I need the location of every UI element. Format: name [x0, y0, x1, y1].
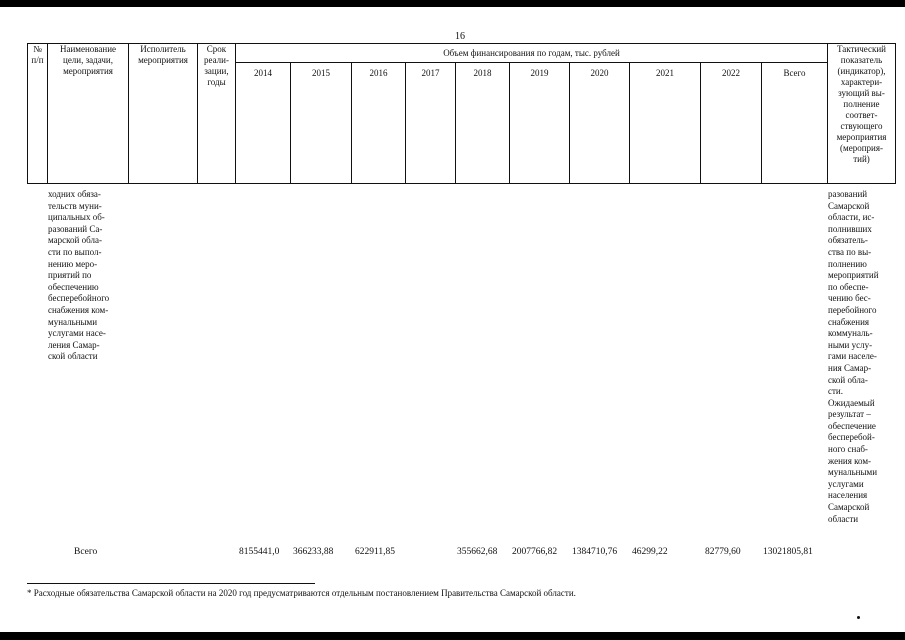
indicator-description-line: полнению	[828, 258, 867, 269]
measure-description	[48, 189, 128, 363]
indicator-description-line: ными услу-	[828, 339, 873, 350]
header-year-2014: 2014	[235, 62, 291, 184]
header-year-2021: 2021	[629, 62, 701, 184]
header-num	[27, 43, 48, 184]
indicator-description-line: населения	[828, 490, 868, 501]
total-2014: 8155441,0	[239, 547, 280, 557]
indicator-description-line: перебойного	[828, 304, 877, 315]
total-label: Всего	[74, 547, 98, 557]
header-indicator	[827, 43, 896, 184]
measure-description-line: снабжения ком-	[48, 304, 109, 315]
header-term-line: зации,	[204, 66, 229, 76]
measure-description-line: приятий по	[48, 270, 92, 281]
indicator-description-line: области	[828, 513, 859, 524]
measure-description-line: марской обла-	[48, 235, 102, 246]
indicator-description-line: ской обла-	[828, 374, 868, 385]
indicator-description-line: мунальными	[828, 467, 878, 478]
indicator-description-line: Самарской	[828, 200, 870, 211]
measure-description-line: ления Самар-	[48, 339, 100, 350]
header-num-line: №	[33, 44, 42, 54]
indicator-description-line: жения ком-	[828, 455, 872, 466]
total-2022: 82779,60	[705, 547, 741, 557]
measure-description-line: ципальных об-	[48, 212, 105, 223]
header-indicator-line: (индикатор),	[837, 66, 886, 76]
indicator-description-line: обязатель-	[828, 235, 868, 246]
total-row	[0, 547, 905, 559]
header-term-line: годы	[207, 77, 226, 87]
total-all: 13021805,81	[763, 547, 813, 557]
indicator-description-line: бесперебой-	[828, 432, 875, 443]
header-executor-line: Исполитель	[140, 44, 186, 54]
indicator-description-line: ного снаб-	[828, 444, 868, 455]
indicator-description-line: обеспечение	[828, 420, 876, 431]
indicator-description-line: разований	[828, 189, 868, 199]
header-year-2020: 2020	[569, 62, 630, 184]
measure-description-line: тельств муни-	[48, 200, 102, 211]
header-name-line: мероприятия	[63, 66, 113, 76]
header-term-line: реали-	[204, 55, 229, 65]
header-year-2015: 2015	[290, 62, 352, 184]
bottom-border	[0, 632, 905, 640]
header-indicator-line: мероприятия	[836, 132, 887, 142]
header-term	[197, 43, 236, 184]
total-2015: 366233,88	[293, 547, 334, 557]
header-year-2019: 2019	[509, 62, 570, 184]
measure-description-line: мунальными	[48, 316, 98, 327]
page-number: 16	[455, 31, 465, 42]
header-indicator-line: соответ-	[845, 110, 878, 120]
indicator-description	[828, 189, 894, 525]
measure-description-line: ходних обяза-	[48, 189, 101, 199]
total-2016: 622911,85	[355, 547, 396, 557]
indicator-description-line: ства по вы-	[828, 246, 872, 257]
table-header	[27, 43, 896, 184]
header-name	[47, 43, 129, 184]
header-num-line: п/п	[31, 55, 44, 65]
header-name-line: Наименование	[59, 44, 117, 54]
indicator-description-line: области, ис-	[828, 212, 875, 223]
indicator-description-line: чению бес-	[828, 293, 871, 304]
header-funding: Объем финансирования по годам, тыс. рублей	[235, 43, 828, 63]
indicator-description-line: ния Самар-	[828, 362, 872, 373]
measure-description-line: бесперебойного	[48, 293, 110, 304]
total-2020: 1384710,76	[572, 547, 618, 557]
page-mark	[857, 616, 860, 619]
measure-description-line: сти по выпол-	[48, 246, 102, 257]
measure-description-line: услугами насе-	[48, 328, 106, 339]
top-border	[0, 0, 905, 7]
header-indicator-line: ствующего	[840, 121, 883, 131]
header-year-2022: 2022	[700, 62, 762, 184]
footnote: * Расходные обязательства Самарской области на 2020 год предусматриваются отдельным постановлением Правительства Самарской области.	[27, 588, 576, 598]
indicator-description-line: услугами	[828, 478, 864, 489]
footnote-separator	[27, 583, 315, 584]
header-year-2016: 2016	[351, 62, 406, 184]
indicator-description-line: результат –	[828, 409, 871, 420]
header-indicator-line: Тактический	[836, 44, 887, 54]
header-executor	[128, 43, 198, 184]
measure-description-line: обеспечению	[48, 281, 99, 292]
header-year-2018: 2018	[455, 62, 510, 184]
indicator-description-line: сти.	[828, 386, 843, 397]
header-indicator-line: тий)	[853, 154, 870, 164]
measure-description-line: ской области	[48, 351, 98, 362]
indicator-description-line: гами населе-	[828, 351, 877, 362]
header-year-2017: 2017	[405, 62, 456, 184]
indicator-description-line: Ожидаемый	[828, 397, 875, 408]
header-indicator-line: полнение	[843, 99, 880, 109]
header-term-line: Срок	[206, 44, 227, 54]
total-2018: 355662,68	[457, 547, 498, 557]
indicator-description-line: коммуналь-	[828, 328, 873, 339]
indicator-description-line: по обеспе-	[828, 281, 869, 292]
header-executor-line: мероприятия	[138, 55, 188, 65]
header-name-line: цели, задачи,	[63, 55, 113, 65]
header-indicator-line: показатель	[840, 55, 883, 65]
total-2019: 2007766,82	[512, 547, 558, 557]
indicator-description-line: полнивших	[828, 223, 872, 234]
header-indicator-line: характери-	[840, 77, 883, 87]
header-year-total: Всего	[761, 62, 828, 184]
indicator-description-line: снабжения	[828, 316, 870, 327]
total-2021: 46299,22	[632, 547, 668, 557]
indicator-description-line: Самарской	[828, 502, 870, 513]
header-indicator-line: зующий вы-	[838, 88, 885, 98]
measure-description-line: нению меро-	[48, 258, 98, 269]
measure-description-line: разований Са-	[48, 223, 103, 234]
indicator-description-line: мероприятий	[828, 270, 879, 281]
header-indicator-line: (мероприя-	[840, 143, 883, 153]
